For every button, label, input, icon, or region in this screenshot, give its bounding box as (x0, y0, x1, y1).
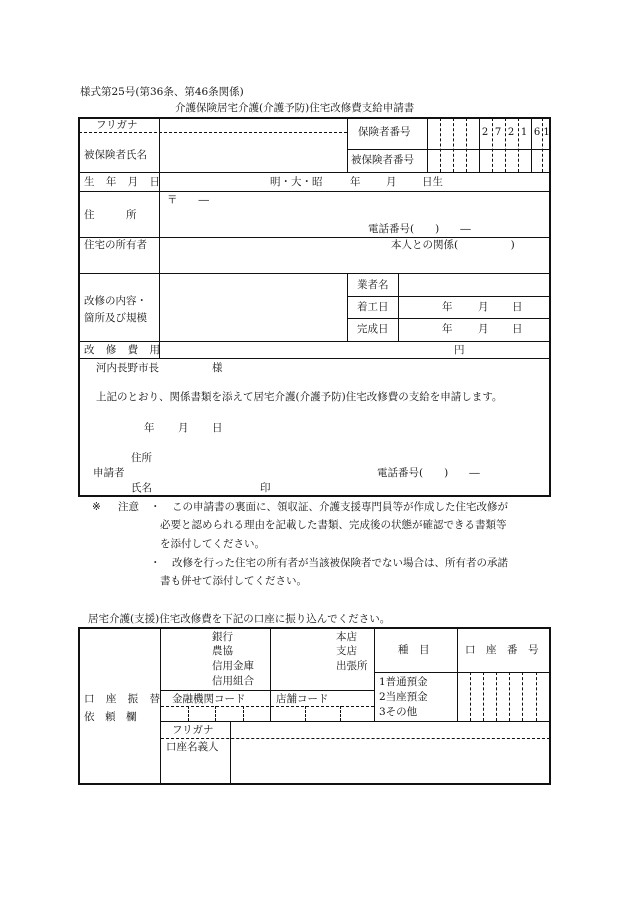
account-type-option[interactable]: 2当座預金 (379, 691, 428, 703)
applicant-label: 申請者 (93, 467, 125, 479)
note-text: 必要と認められる理由を記載した書類、完成後の状態が確認できる書類等 (160, 519, 507, 531)
note-heading: 注意 (118, 501, 139, 513)
start-month-unit: 月 (478, 301, 489, 313)
note-text: を添付してください。 (160, 538, 265, 550)
note-text: この申請書の裏面に、領収証、介護支援専門員等が作成した住宅改修が (172, 501, 508, 513)
contractor-label: 業者名 (357, 279, 389, 291)
insurer-digit: 2 (481, 127, 489, 138)
insurer-digit: 1 (520, 127, 528, 138)
completion-month-unit: 月 (478, 323, 489, 335)
completion-date-label: 完成日 (357, 323, 389, 335)
account-type-label: 種 目 (398, 644, 430, 656)
account-holder-label: 口座名義人 (166, 741, 219, 753)
bank-section-label: 依 頼 欄 (84, 711, 137, 723)
application-statement: 上記のとおり、関係書類を添えて居宅介護(介護予防)住宅改修費の支給を申請します。 (96, 391, 503, 403)
honorific: 様 (212, 362, 223, 374)
insured-name-label: 被保険者氏名 (84, 149, 147, 161)
furigana-field[interactable] (161, 119, 346, 131)
seal-mark: 印 (260, 482, 271, 494)
note-bullet: ・ (150, 501, 161, 513)
application-day-unit: 日 (212, 422, 223, 434)
insurer-digit: 6 (533, 127, 541, 138)
branch-type-option[interactable]: 本店 (336, 631, 357, 643)
era-options[interactable]: 明・大・昭 (270, 176, 323, 188)
applicant-phone-line: 電話番号( ) ― (377, 467, 480, 479)
start-year-unit: 年 (442, 301, 453, 313)
form-title: 介護保険居宅介護(介護予防)住宅改修費支給申請書 (175, 102, 415, 114)
address-field[interactable] (161, 193, 549, 235)
bank-type-option[interactable]: 信用組合 (212, 675, 254, 687)
phone-line: 電話番号( ) ― (368, 223, 471, 235)
bank-code-label: 金融機関コード (172, 693, 246, 705)
bank-instruction: 居宅介護(支援)住宅改修費を下記の口座に振り込んでください。 (88, 613, 391, 625)
account-type-option[interactable]: 3その他 (379, 706, 418, 718)
insured-number-label: 被保険者番号 (351, 154, 414, 166)
bank-type-option[interactable]: 銀行 (212, 631, 233, 643)
applicant-name-label: 氏名 (131, 482, 152, 494)
renovation-label: 箇所及び規模 (84, 312, 147, 324)
application-year-unit: 年 (144, 422, 155, 434)
start-date-label: 着工日 (357, 301, 389, 313)
birth-day-unit: 日生 (422, 176, 443, 188)
start-day-unit: 日 (512, 301, 523, 313)
completion-year-unit: 年 (442, 323, 453, 335)
note-text: 書も併せて添付してください。 (160, 575, 307, 587)
insurer-number-label: 保険者番号 (358, 126, 411, 138)
form-number: 様式第25号(第36条、第46条関係) (80, 86, 244, 98)
insurer-digit: 7 (494, 127, 502, 138)
insurer-digit: 1 (543, 127, 550, 138)
account-holder-field[interactable] (232, 740, 548, 783)
applicant-address-label: 住所 (131, 452, 152, 464)
furigana-label: フリガナ (96, 119, 138, 131)
birthdate-label: 生 年 月 日 (84, 176, 165, 188)
branch-type-option[interactable]: 支店 (336, 645, 357, 657)
bank-type-option[interactable]: 農協 (212, 645, 233, 657)
completion-day-unit: 日 (512, 323, 523, 335)
branch-type-option[interactable]: 出張所 (336, 660, 368, 672)
note-bullet: ・ (150, 557, 161, 569)
postal-mark: 〒 ― (167, 194, 209, 206)
birth-year-unit: 年 (350, 176, 361, 188)
bank-furigana-label: フリガナ (172, 724, 214, 736)
renovation-label: 改修の内容・ (84, 295, 147, 307)
insured-name-field[interactable] (161, 133, 346, 171)
insurer-digit: 2 (507, 127, 515, 138)
owner-label: 住宅の所有者 (84, 239, 147, 251)
account-type-option[interactable]: 1普通預金 (379, 676, 428, 688)
note-text: 改修を行った住宅の所有者が当該被保険者でない場合は、所有者の承諾 (172, 557, 508, 569)
address-label: 住 所 (84, 209, 137, 221)
cost-label: 改 修 費 用 (84, 344, 165, 356)
relation-line: 本人との関係( ) (391, 239, 515, 251)
addressee: 河内長野市長 (96, 362, 159, 374)
note-mark: ※ (92, 501, 101, 513)
account-number-label: 口 座 番 号 (465, 644, 539, 656)
application-month-unit: 月 (178, 422, 189, 434)
yen-unit: 円 (454, 344, 465, 356)
bank-type-option[interactable]: 信用金庫 (212, 660, 254, 672)
bank-section-label: 口 座 振 替 (84, 693, 165, 705)
branch-code-label: 店舗コード (276, 693, 329, 705)
birth-month-unit: 月 (386, 176, 397, 188)
